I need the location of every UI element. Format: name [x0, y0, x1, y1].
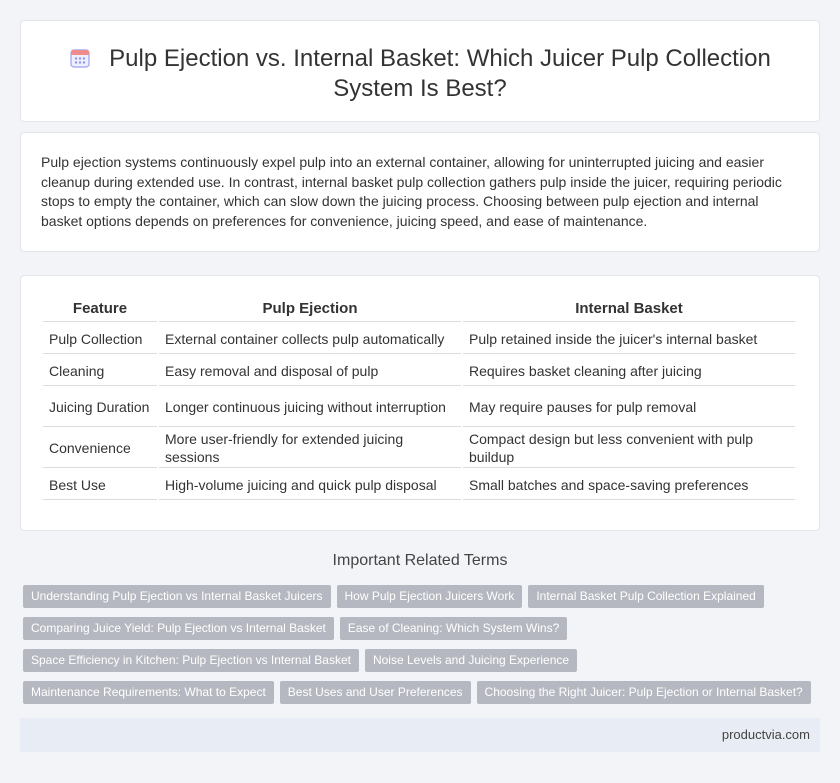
- table-cell: Pulp retained inside the juicer's internal basket: [463, 324, 795, 354]
- related-tag[interactable]: Space Efficiency in Kitchen: Pulp Ejection vs Internal Basket: [23, 649, 359, 672]
- page-title: [21, 44, 819, 104]
- header-feature: Feature: [43, 298, 157, 322]
- table-cell: Best Use: [43, 470, 157, 500]
- title-line-1: Pulp Ejection vs. Internal Basket: Which Juicer Pulp Collection: [109, 45, 771, 72]
- header-card: [20, 20, 820, 122]
- intro-card: [20, 132, 820, 252]
- related-tag[interactable]: Ease of Cleaning: Which System Wins?: [340, 617, 567, 640]
- table-row: [43, 356, 795, 386]
- related-tags-row-1: [23, 585, 823, 608]
- related-tag[interactable]: Best Uses and User Preferences: [280, 681, 471, 704]
- related-terms-title: Important Related Terms: [332, 552, 508, 569]
- calendar-icon: [69, 47, 91, 69]
- table-cell: Juicing Duration: [43, 388, 157, 427]
- table-row: [43, 324, 795, 354]
- table-row: [43, 388, 795, 427]
- related-tag[interactable]: Understanding Pulp Ejection vs Internal Basket Juicers: [23, 585, 331, 608]
- related-tags-row-4: [23, 681, 823, 704]
- footer-site-link[interactable]: productvia.com: [721, 727, 810, 742]
- table-cell: Compact design but less convenient with pulp buildup: [463, 429, 795, 468]
- table-cell: Requires basket cleaning after juicing: [463, 356, 795, 386]
- related-tags-row-3: [23, 649, 823, 672]
- table-cell: High-volume juicing and quick pulp disposal: [159, 470, 461, 500]
- table-row: [43, 470, 795, 500]
- intro-text: Pulp ejection systems continuously expel pulp into an external container, allowing for uninterrupted juicing and easier cleanup during extended use. In contrast, internal basket pulp collection gathers pulp inside the juicer, requiring periodic stops to empty the container, which can slow down the juicing process. Choosing between pulp ejection and internal basket options depends on preferences for convenience, juicing speed, and ease of maintenance.: [41, 154, 782, 229]
- table-cell: Small batches and space-saving preferences: [463, 470, 795, 500]
- table-header-row: [43, 298, 795, 322]
- comparison-card: [20, 275, 820, 531]
- header-internal-basket: Internal Basket: [463, 298, 795, 322]
- related-tag[interactable]: How Pulp Ejection Juicers Work: [337, 585, 523, 608]
- header-pulp-ejection: Pulp Ejection: [159, 298, 461, 322]
- related-tags-row-2: [23, 617, 823, 640]
- table-cell: Pulp Collection: [43, 324, 157, 354]
- footer: [20, 718, 820, 752]
- table-cell: May require pauses for pulp removal: [463, 388, 795, 427]
- table-cell: Easy removal and disposal of pulp: [159, 356, 461, 386]
- title-line-2: System Is Best?: [333, 75, 507, 102]
- comparison-table: [41, 296, 797, 502]
- related-tag[interactable]: Maintenance Requirements: What to Expect: [23, 681, 274, 704]
- table-cell: External container collects pulp automatically: [159, 324, 461, 354]
- table-cell: Longer continuous juicing without interruption: [159, 388, 461, 427]
- related-tag[interactable]: Noise Levels and Juicing Experience: [365, 649, 577, 672]
- table-cell: More user-friendly for extended juicing sessions: [159, 429, 461, 468]
- related-tag[interactable]: Internal Basket Pulp Collection Explained: [528, 585, 763, 608]
- table-cell: Cleaning: [43, 356, 157, 386]
- related-tag[interactable]: Choosing the Right Juicer: Pulp Ejection or Internal Basket?: [477, 681, 811, 704]
- table-row: [43, 429, 795, 468]
- table-cell: Convenience: [43, 429, 157, 468]
- related-tag[interactable]: Comparing Juice Yield: Pulp Ejection vs Internal Basket: [23, 617, 334, 640]
